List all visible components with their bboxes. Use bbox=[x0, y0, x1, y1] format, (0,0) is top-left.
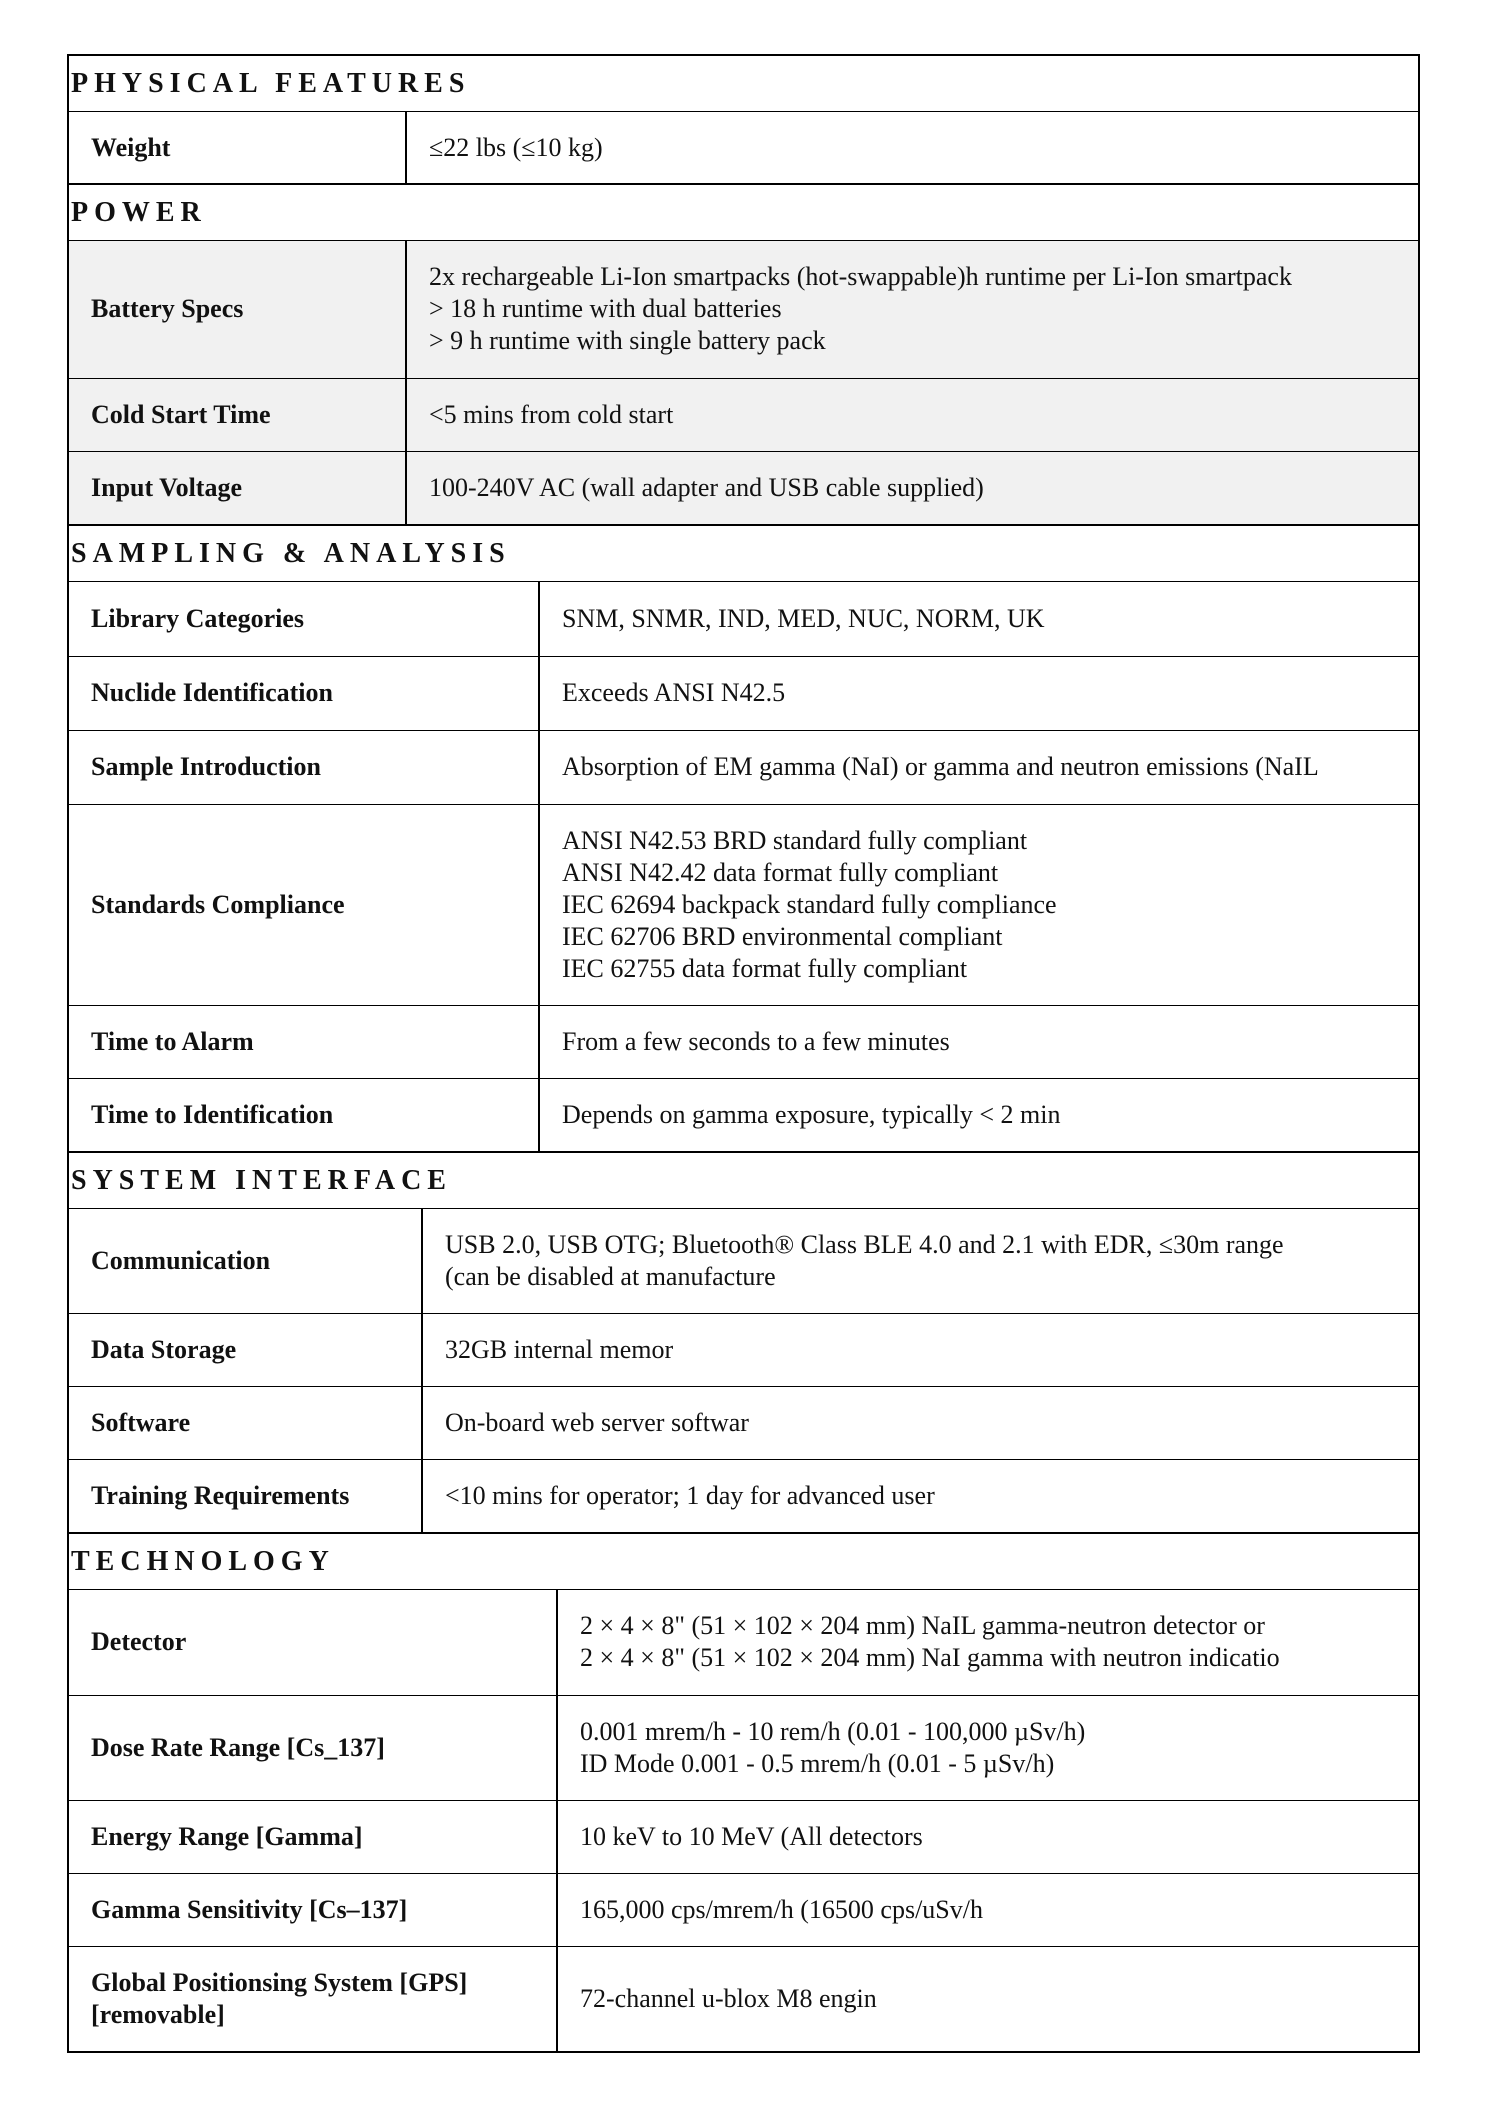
spec-label: Time to Identification bbox=[69, 1078, 539, 1151]
spec-label: Battery Specs bbox=[69, 241, 406, 378]
spec-label: Input Voltage bbox=[69, 451, 406, 524]
spec-row bbox=[69, 730, 1418, 804]
spec-value: 0.001 mrem/h - 10 rem/h (0.01 - 100,000 µSv/h) ID Mode 0.001 - 0.5 mrem/h (0.01 - 5 µSv/h) bbox=[557, 1695, 1418, 1800]
spec-table bbox=[69, 241, 1418, 524]
spec-value: Exceeds ANSI N42.5 bbox=[539, 656, 1418, 730]
section-title: PHYSICAL FEATURES bbox=[69, 56, 1418, 112]
spec-table bbox=[69, 1590, 1418, 2051]
spec-value: <10 mins for operator; 1 day for advanced user bbox=[422, 1459, 1418, 1532]
spec-value: <5 mins from cold start bbox=[406, 378, 1418, 451]
spec-row bbox=[69, 582, 1418, 656]
spec-label: Global Positionsing System [GPS] [removable] bbox=[69, 1946, 557, 2051]
spec-row bbox=[69, 1078, 1418, 1151]
spec-value: SNM, SNMR, IND, MED, NUC, NORM, UK bbox=[562, 603, 1045, 633]
spec-row bbox=[69, 1209, 1418, 1313]
spec-value: USB 2.0, USB OTG; Bluetooth® Class BLE 4.0 and 2.1 with EDR, ≤30m range (can be disabled at manufacture bbox=[445, 1229, 1284, 1291]
spec-value: ≤22 lbs (≤10 kg) bbox=[429, 132, 603, 162]
spec-value: 2 × 4 × 8" (51 × 102 × 204 mm) NaIL gamma-neutron detector or 2 × 4 × 8" (51 × 102 × 204 mm) NaI gamma with neutron indicatio bbox=[580, 1611, 1280, 1673]
section-physical-features bbox=[67, 54, 1420, 185]
spec-value: 32GB internal memor bbox=[422, 1313, 1418, 1386]
spec-label: Library Categories bbox=[69, 582, 539, 656]
spec-label: Gamma Sensitivity [Cs–137] bbox=[69, 1873, 557, 1946]
spec-row bbox=[69, 1946, 1418, 2051]
spec-row bbox=[69, 1005, 1418, 1078]
spec-row bbox=[69, 1695, 1418, 1800]
section-system-interface bbox=[67, 1153, 1420, 1534]
section-title: SAMPLING & ANALYSIS bbox=[69, 526, 1418, 582]
section-sampling-analysis bbox=[67, 526, 1420, 1153]
spec-value: From a few seconds to a few minutes bbox=[539, 1005, 1418, 1078]
spec-label: Training Requirements bbox=[69, 1459, 422, 1532]
spec-value: Absorption of EM gamma (NaI) or gamma and neutron emissions (NaIL bbox=[539, 730, 1418, 804]
spec-value: 10 keV to 10 MeV (All detectors bbox=[557, 1800, 1418, 1873]
spec-label: Dose Rate Range [Cs_137] bbox=[69, 1695, 557, 1800]
spec-label: Detector bbox=[69, 1590, 557, 1695]
section-power bbox=[67, 185, 1420, 526]
spec-value: 2x rechargeable Li-Ion smartpacks (hot-swappable)h runtime per Li-Ion smartpack > 18 h runtime with dual batteries > 9 h runtime with single battery pack bbox=[406, 241, 1418, 378]
spec-label: Cold Start Time bbox=[69, 378, 406, 451]
spec-row bbox=[69, 656, 1418, 730]
spec-row bbox=[69, 1873, 1418, 1946]
spec-table bbox=[69, 582, 1418, 1151]
spec-label: Weight bbox=[69, 112, 406, 183]
spec-label: Nuclide Identification bbox=[69, 656, 539, 730]
spec-label: Data Storage bbox=[69, 1313, 422, 1386]
spec-label: Energy Range [Gamma] bbox=[69, 1800, 557, 1873]
spec-value: ANSI N42.53 BRD standard fully compliant ANSI N42.42 data format fully compliant IEC 62694 backpack standard fully compliance IEC 62706 BRD environmental compliant IEC 62755 data format fully compliant bbox=[539, 804, 1418, 1005]
spec-label: Software bbox=[69, 1386, 422, 1459]
spec-row bbox=[69, 451, 1418, 524]
spec-table bbox=[69, 1209, 1418, 1532]
section-title: SYSTEM INTERFACE bbox=[69, 1153, 1418, 1209]
spec-row bbox=[69, 1800, 1418, 1873]
spec-row bbox=[69, 241, 1418, 378]
spec-sheet bbox=[67, 54, 1420, 2053]
spec-row bbox=[69, 1459, 1418, 1532]
spec-row bbox=[69, 1313, 1418, 1386]
spec-row bbox=[69, 112, 1418, 183]
spec-row bbox=[69, 804, 1418, 1005]
section-title: POWER bbox=[69, 185, 1418, 241]
spec-label: Communication bbox=[69, 1209, 422, 1313]
spec-value: 72-channel u-blox M8 engin bbox=[557, 1946, 1418, 2051]
spec-row bbox=[69, 1590, 1418, 1695]
spec-table bbox=[69, 112, 1418, 183]
section-technology bbox=[67, 1534, 1420, 2053]
spec-value: 100-240V AC (wall adapter and USB cable supplied) bbox=[406, 451, 1418, 524]
spec-label: Time to Alarm bbox=[69, 1005, 539, 1078]
section-title: TECHNOLOGY bbox=[69, 1534, 1418, 1590]
spec-row bbox=[69, 1386, 1418, 1459]
spec-value: 165,000 cps/mrem/h (16500 cps/uSv/h bbox=[557, 1873, 1418, 1946]
spec-label: Sample Introduction bbox=[69, 730, 539, 804]
spec-value: On-board web server softwar bbox=[422, 1386, 1418, 1459]
spec-label: Standards Compliance bbox=[69, 804, 539, 1005]
spec-row bbox=[69, 378, 1418, 451]
spec-value: Depends on gamma exposure, typically < 2 min bbox=[539, 1078, 1418, 1151]
